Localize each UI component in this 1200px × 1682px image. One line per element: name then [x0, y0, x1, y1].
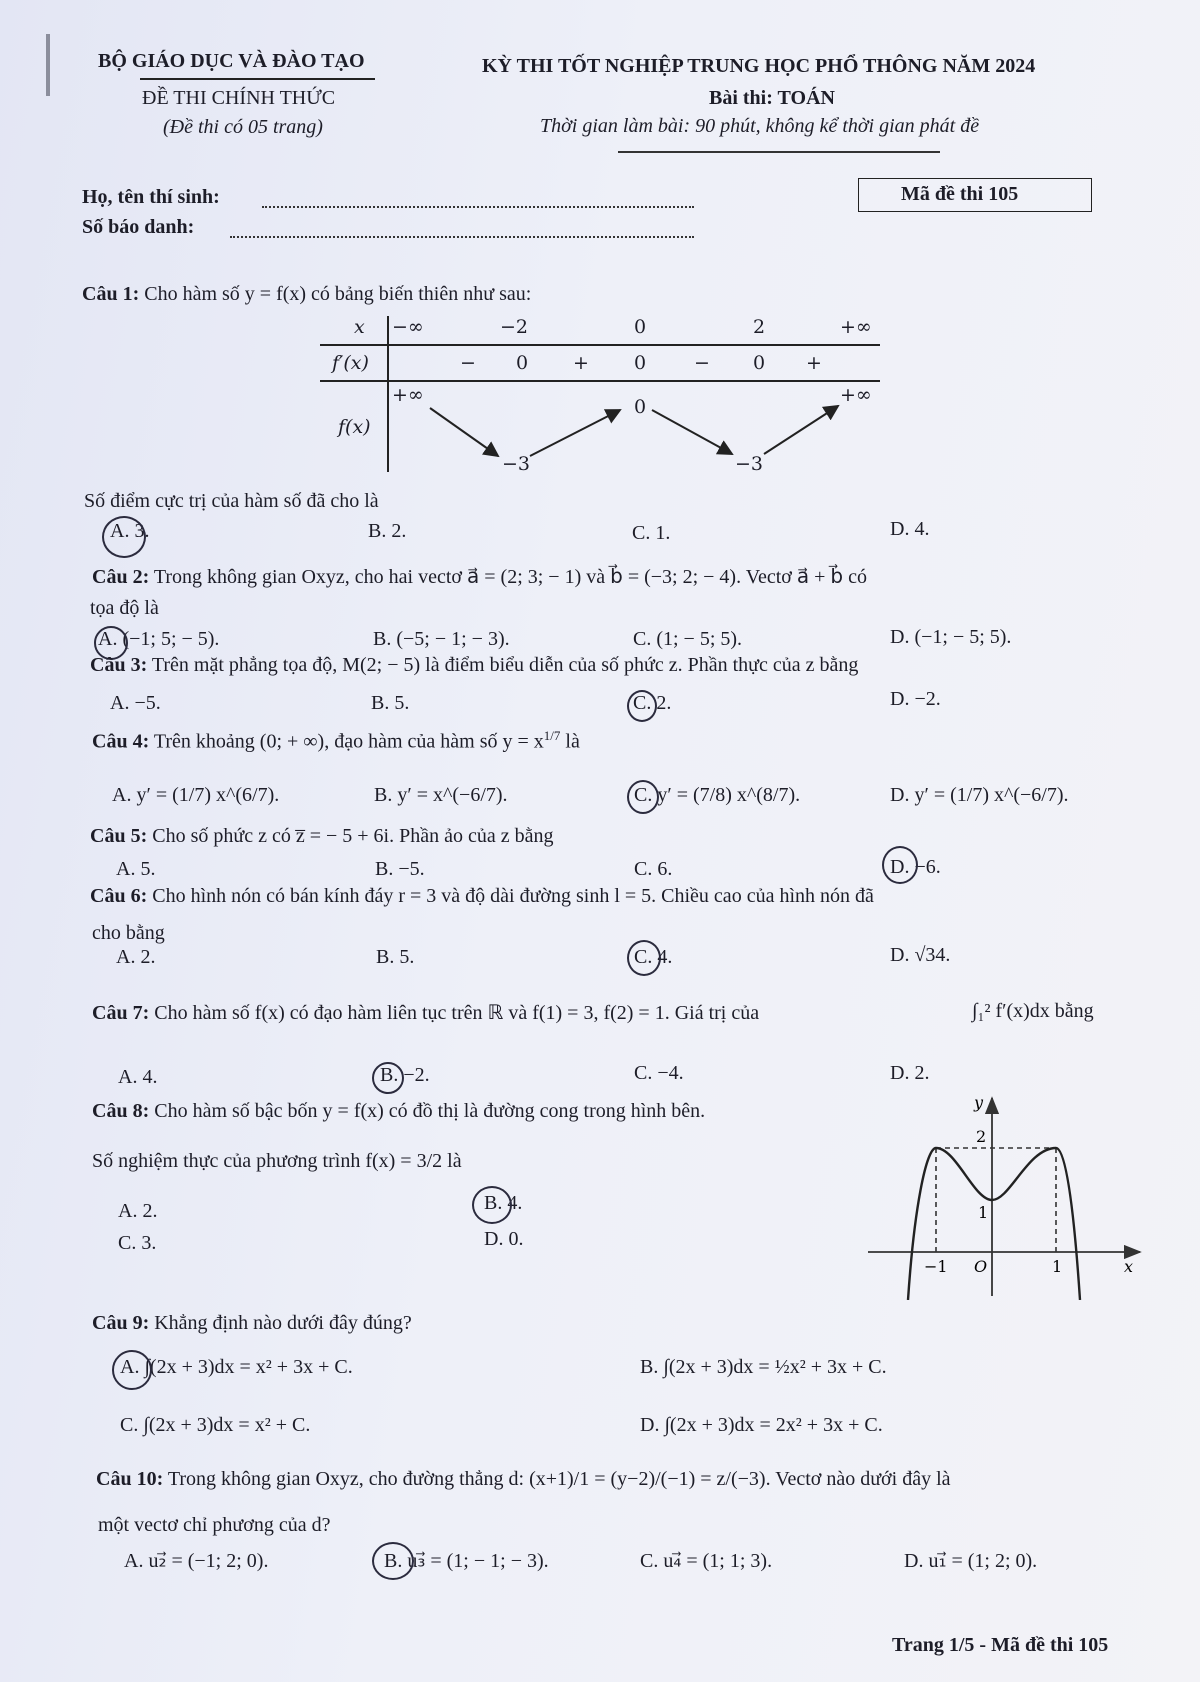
q2-label: Câu 2: — [92, 566, 150, 588]
q7-option-d[interactable]: D. 2. — [890, 1062, 930, 1084]
table-f-label: f(x) — [338, 416, 371, 438]
answer-circle — [372, 1542, 414, 1580]
table-fp-label: f′(x) — [332, 352, 369, 374]
id-label: Số báo danh: — [82, 216, 195, 238]
exam-title: KỲ THI TỐT NGHIỆP TRUNG HỌC PHỔ THÔNG NĂM 2024 — [482, 55, 1036, 77]
q4-label: Câu 4: — [92, 730, 150, 753]
q3-option-a[interactable]: A. −5. — [110, 692, 161, 714]
q1-option-c[interactable]: C. 1. — [632, 522, 671, 544]
q9-option-b[interactable]: B. ∫(2x + 3)dx = ½x² + 3x + C. — [640, 1356, 887, 1378]
q4-tail: là — [565, 730, 580, 753]
q1-label: Câu 1: — [82, 283, 140, 305]
q9-label: Câu 9: — [92, 1312, 150, 1334]
q2-text-cont: tọa độ là — [90, 597, 159, 619]
table-x-label: x — [354, 316, 365, 338]
graph-x-label: x — [1124, 1257, 1134, 1276]
time-note: Thời gian làm bài: 90 phút, không kể thời gian phát đề — [540, 115, 980, 137]
x-value: −∞ — [392, 316, 424, 338]
q4-exponent: 1/7 — [543, 728, 561, 743]
ministry-underline — [140, 78, 375, 80]
sign: − — [460, 352, 476, 374]
sign: 0 — [634, 352, 647, 374]
q6-option-a[interactable]: A. 2. — [116, 946, 156, 968]
q10-text-cont: một vectơ chỉ phương của d? — [98, 1514, 331, 1536]
q2-text: Trong không gian Oxyz, cho hai vectơ a⃗ = (2; 3; − 1) và b⃗ = (−3; 2; − 4). Vectơ a⃗ + b⃗ có — [153, 566, 867, 588]
q6-option-b[interactable]: B. 5. — [376, 946, 415, 968]
q7-text: Cho hàm số f(x) có đạo hàm liên tục trên ℝ và f(1) = 3, f(2) = 1. Giá trị của — [154, 1002, 760, 1024]
q8-option-b[interactable]: B. 4. — [484, 1192, 523, 1214]
q3-option-d[interactable]: D. −2. — [890, 688, 941, 710]
q2-option-c[interactable]: C. (1; − 5; 5). — [633, 628, 743, 650]
q1-option-a[interactable]: A. 3. — [110, 520, 150, 542]
q9-option-a[interactable]: A. ∫(2x + 3)dx = x² + 3x + C. — [120, 1356, 353, 1378]
q8-stem — [92, 1100, 705, 1123]
q6-option-d[interactable]: D. √34. — [890, 944, 951, 966]
q9-stem — [92, 1312, 412, 1335]
q2-option-a[interactable]: A. (−1; 5; − 5). — [98, 628, 220, 650]
page-footer: Trang 1/5 - Mã đề thi 105 — [892, 1634, 1109, 1656]
q1-stem — [82, 283, 531, 306]
variation-arrows — [320, 316, 880, 476]
name-label: Họ, tên thí sinh: — [82, 186, 220, 208]
q8-text: Cho hàm số bậc bốn y = f(x) có đồ thị là đường cong trong hình bên. — [154, 1100, 706, 1122]
x-value: −2 — [500, 316, 529, 338]
subject-label: Bài thi: TOÁN — [709, 87, 835, 109]
q1-question: Số điểm cực trị của hàm số đã cho là — [84, 490, 379, 512]
graph-tick-1x: 1 — [1052, 1257, 1063, 1276]
q3-text: Trên mặt phẳng tọa độ, M(2; − 5) là điểm biểu diễn của số phức z. Phần thực của z bằng — [151, 654, 859, 676]
q3-option-b[interactable]: B. 5. — [371, 692, 410, 714]
answer-circle — [627, 690, 657, 722]
q1-text: Cho hàm số y = f(x) có bảng biến thiên như sau: — [144, 283, 532, 305]
quartic-graph — [868, 1090, 1148, 1300]
q5-stem — [90, 825, 553, 848]
x-value: +∞ — [840, 316, 872, 338]
q10-option-b[interactable]: B. u₃⃗ = (1; − 1; − 3). — [384, 1550, 549, 1572]
q8-label: Câu 8: — [92, 1100, 150, 1122]
q7-label: Câu 7: — [92, 1002, 150, 1024]
q6-stem — [90, 885, 874, 908]
q9-option-d[interactable]: D. ∫(2x + 3)dx = 2x² + 3x + C. — [640, 1414, 883, 1436]
q2-stem — [92, 564, 867, 589]
sign: + — [806, 352, 822, 374]
q7-option-a[interactable]: A. 4. — [118, 1066, 158, 1088]
graph-tick-1y: 1 — [978, 1203, 989, 1222]
q7-stem — [92, 1000, 759, 1025]
q8-question: Số nghiệm thực của phương trình f(x) = 3/2 là — [92, 1150, 462, 1172]
name-field[interactable] — [262, 192, 694, 208]
x-value: 2 — [753, 316, 766, 338]
q8-option-d[interactable]: D. 0. — [484, 1228, 524, 1250]
q5-option-c[interactable]: C. 6. — [634, 858, 673, 880]
answer-circle — [372, 1062, 404, 1094]
graph-y-label: y — [974, 1093, 984, 1112]
q3-option-c[interactable]: C. 2. — [633, 692, 672, 714]
id-field[interactable] — [230, 222, 694, 238]
exam-code: Mã đề thi 105 — [901, 183, 1019, 205]
q4-option-c[interactable]: C. y′ = (7/8) x^(8/7). — [634, 784, 801, 806]
q6-label: Câu 6: — [90, 885, 148, 907]
f-value: +∞ — [392, 384, 424, 406]
q5-option-b[interactable]: B. −5. — [375, 858, 425, 880]
pages-note: (Đề thi có 05 trang) — [163, 116, 323, 138]
q8-option-c[interactable]: C. 3. — [118, 1232, 157, 1254]
q4-option-d[interactable]: D. y′ = (1/7) x^(−6/7). — [890, 784, 1069, 806]
binder-mark — [46, 34, 50, 96]
q6-text: Cho hình nón có bán kính đáy r = 3 và độ dài đường sinh l = 5. Chiều cao của hình nón đã — [152, 885, 874, 907]
q4-option-a[interactable]: A. y′ = (1/7) x^(6/7). — [112, 784, 280, 806]
q10-option-a[interactable]: A. u₂⃗ = (−1; 2; 0). — [124, 1550, 269, 1572]
variation-table — [320, 316, 880, 476]
ministry-title: BỘ GIÁO DỤC VÀ ĐÀO TẠO — [98, 50, 365, 72]
q6-text-cont: cho bằng — [92, 922, 165, 944]
graph-origin: O — [974, 1257, 988, 1276]
q5-option-d[interactable]: D. −6. — [890, 856, 941, 878]
q5-text: Cho số phức z có z̅ = − 5 + 6i. Phần ảo của z bằng — [152, 825, 554, 847]
answer-circle — [472, 1186, 512, 1224]
q10-stem — [96, 1468, 951, 1491]
q10-label: Câu 10: — [96, 1468, 164, 1490]
answer-circle — [627, 780, 659, 814]
q1-option-b[interactable]: B. 2. — [368, 520, 407, 542]
f-value: 0 — [634, 396, 647, 418]
q8-option-a[interactable]: A. 2. — [118, 1200, 158, 1222]
q6-option-c[interactable]: C. 4. — [634, 946, 673, 968]
q10-option-c[interactable]: C. u₄⃗ = (1; 1; 3). — [640, 1550, 773, 1572]
answer-circle — [882, 846, 918, 884]
q2-option-b[interactable]: B. (−5; − 1; − 3). — [373, 628, 510, 650]
answer-circle — [102, 516, 146, 558]
sign: + — [573, 352, 589, 374]
q7-integral: ∫₁² f′(x)dx bằng — [972, 1000, 1094, 1022]
q1-option-d[interactable]: D. 4. — [890, 518, 930, 540]
q9-text: Khẳng định nào dưới đây đúng? — [154, 1312, 412, 1334]
official-label: ĐỀ THI CHÍNH THỨC — [142, 87, 336, 109]
q2-option-d[interactable]: D. (−1; − 5; 5). — [890, 626, 1012, 648]
q4-text: Trên khoảng (0; + ∞), đạo hàm của hàm số y = x — [153, 730, 544, 753]
f-value: −3 — [502, 453, 531, 475]
q5-label: Câu 5: — [90, 825, 148, 847]
q4-option-b[interactable]: B. y′ = x^(−6/7). — [374, 784, 508, 806]
answer-circle — [627, 940, 661, 976]
f-value: +∞ — [840, 384, 872, 406]
answer-circle — [112, 1350, 152, 1390]
x-value: 0 — [634, 316, 647, 338]
sign: − — [694, 352, 710, 374]
q3-label: Câu 3: — [90, 654, 148, 676]
sign: 0 — [516, 352, 529, 374]
q3-stem — [90, 654, 858, 677]
q7-option-c[interactable]: C. −4. — [634, 1062, 684, 1084]
graph-tick-2: 2 — [976, 1127, 987, 1146]
header-underline — [618, 151, 940, 153]
sign: 0 — [753, 352, 766, 374]
q10-text: Trong không gian Oxyz, cho đường thẳng d: (x+1)/1 = (y−2)/(−1) = z/(−3). Vectơ nào dưới đây là — [167, 1468, 951, 1490]
q5-option-a[interactable]: A. 5. — [116, 858, 156, 880]
f-value: −3 — [735, 453, 764, 475]
q10-option-d[interactable]: D. u₁⃗ = (1; 2; 0). — [904, 1550, 1038, 1572]
q9-option-c[interactable]: C. ∫(2x + 3)dx = x² + C. — [120, 1414, 311, 1436]
graph-tick-neg1: −1 — [924, 1257, 948, 1276]
q4-stem — [92, 728, 580, 754]
q7-option-b[interactable]: B. −2. — [380, 1064, 430, 1086]
